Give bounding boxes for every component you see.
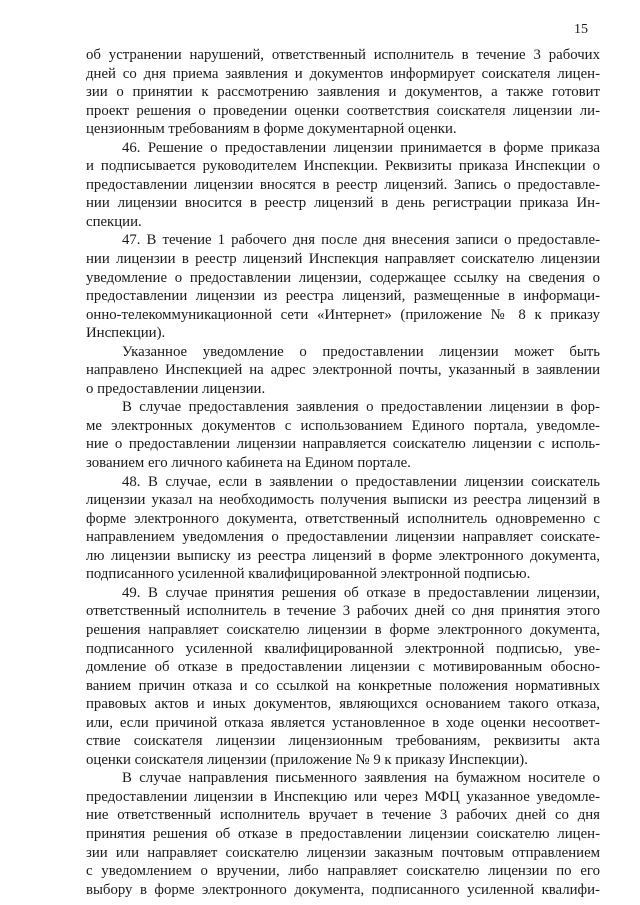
text-line: об устранении нарушений, ответственный исполнитель в течение 3 рабочих: [86, 47, 600, 63]
text-line: предоставлении лицензии вносятся в реестр лицензий. Запись о предоставле-: [86, 176, 600, 193]
text-line: или, если причиной отказа является установленное в ходе оценки несоответ-: [86, 714, 600, 731]
text-line: направлением уведомления о предоставлении лицензии направляет соискате-: [86, 529, 600, 546]
text-line: правовых актов и иных документов, являющихся основанием такого отказа,: [86, 696, 600, 713]
text-line: принятия решения об отказе в предоставлении лицензии соискателю лицен-: [86, 825, 600, 842]
text-line: лю лицензии выписку из реестра лицензий в форме электронного документа,: [86, 547, 600, 564]
text-line: онно-телекоммуникационной сети «Интернет» (приложение № 8 к приказу: [86, 306, 600, 323]
text-line: предоставлении лицензии из реестра лицензий, размещенные в информаци-: [86, 288, 600, 305]
text-line: подписанного усиленной квалифицированной электронной подписью, уве-: [86, 640, 600, 657]
text-line: 49. В случае принятия решения об отказе в предоставлении лицензии,: [122, 584, 600, 601]
text-line: проект решения о проведении оценки соответствия соискателя лицензии ли-: [86, 102, 600, 119]
text-line: ванием причин отказа и со ссылкой на конкретные положения нормативных: [86, 677, 600, 694]
text-line: В случае направления письменного заявления на бумажном носителе о: [122, 770, 600, 787]
text-line: нии лицензии в реестр лицензий Инспекция направляет соискателю лицензии: [86, 251, 600, 268]
text-line: В случае предоставления заявления о предоставлении лицензии в фор-: [122, 399, 600, 416]
text-line: 47. В течение 1 рабочего дня после дня внесения записи о предоставле-: [122, 232, 600, 249]
document-body: [86, 46, 600, 899]
text-line: ние ответственный исполнитель вручает в течение 3 рабочих дней со дня: [86, 807, 600, 824]
text-line: зии или направляет соискателю лицензии заказным почтовым отправлением: [86, 844, 600, 861]
text-line: ме электронных документов с использованием Единого портала, уведомле-: [86, 417, 600, 434]
text-line: форме электронного документа, ответственный исполнитель одновременно с: [86, 510, 600, 527]
text-line: уведомление о предоставлении лицензии, содержащее ссылку на сведения о: [86, 269, 600, 286]
text-line: предоставлении лицензии в Инспекцию или через МФЦ указанное уведомле-: [86, 788, 600, 805]
text-line: о предоставлении лицензии.: [86, 380, 266, 397]
text-line: зии о принятии к рассмотрению заявления и документов, а также готовит: [86, 84, 600, 101]
text-line: ние о предоставлении лицензии направляется соискателю лицензии с исполь-: [86, 436, 600, 453]
page-number: 15: [574, 22, 588, 37]
text-line: домление об отказе в предоставлении лицензии с мотивированным обосно-: [86, 659, 600, 676]
text-line: выбору в форме электронного документа, подписанного усиленной квалифи-: [86, 881, 600, 898]
text-line: спекции.: [86, 213, 142, 230]
text-line: Инспекции).: [86, 325, 166, 342]
text-line: цензионным требованиям в форме документарной оценки.: [86, 121, 457, 138]
text-line: нии лицензии вносится в реестр лицензий в день регистрации приказа Ин-: [86, 195, 600, 212]
text-line: зованием его личного кабинета на Едином портале.: [86, 455, 411, 472]
text-line: 46. Решение о предоставлении лицензии принимается в форме приказа: [122, 139, 600, 156]
text-line: решения направляет соискателю лицензии в форме электронного документа,: [86, 621, 600, 638]
text-line: Указанное уведомление о предоставлении лицензии может быть: [122, 343, 600, 360]
text-line: 48. В случае, если в заявлении о предоставлении лицензии соискатель: [122, 473, 600, 490]
text-line: и подписывается руководителем Инспекции. Реквизиты приказа Инспекции о: [86, 158, 600, 175]
text-line: направлено Инспекцией на адрес электронной почты, указанный в заявлении: [86, 362, 600, 379]
text-line: подписанного усиленной квалифицированной электронной подписью.: [86, 566, 531, 583]
text-line: дней со дня приема заявления и документов информирует соискателя лицен-: [86, 65, 600, 82]
text-line: с уведомлением о вручении, либо направляет соискателю лицензии по его: [86, 863, 600, 880]
text-line: ствие соискателя лицензии лицензионным требованиям, реквизиты акта: [86, 733, 600, 750]
text-line: ответственный исполнитель в течение 3 рабочих дней со дня принятия этого: [86, 603, 600, 620]
text-line: лицензии указал на необходимость получения выписки из реестра лицензий в: [86, 492, 600, 509]
text-line: оценки соискателя лицензии (приложение № 9 к приказу Инспекции).: [86, 751, 528, 768]
